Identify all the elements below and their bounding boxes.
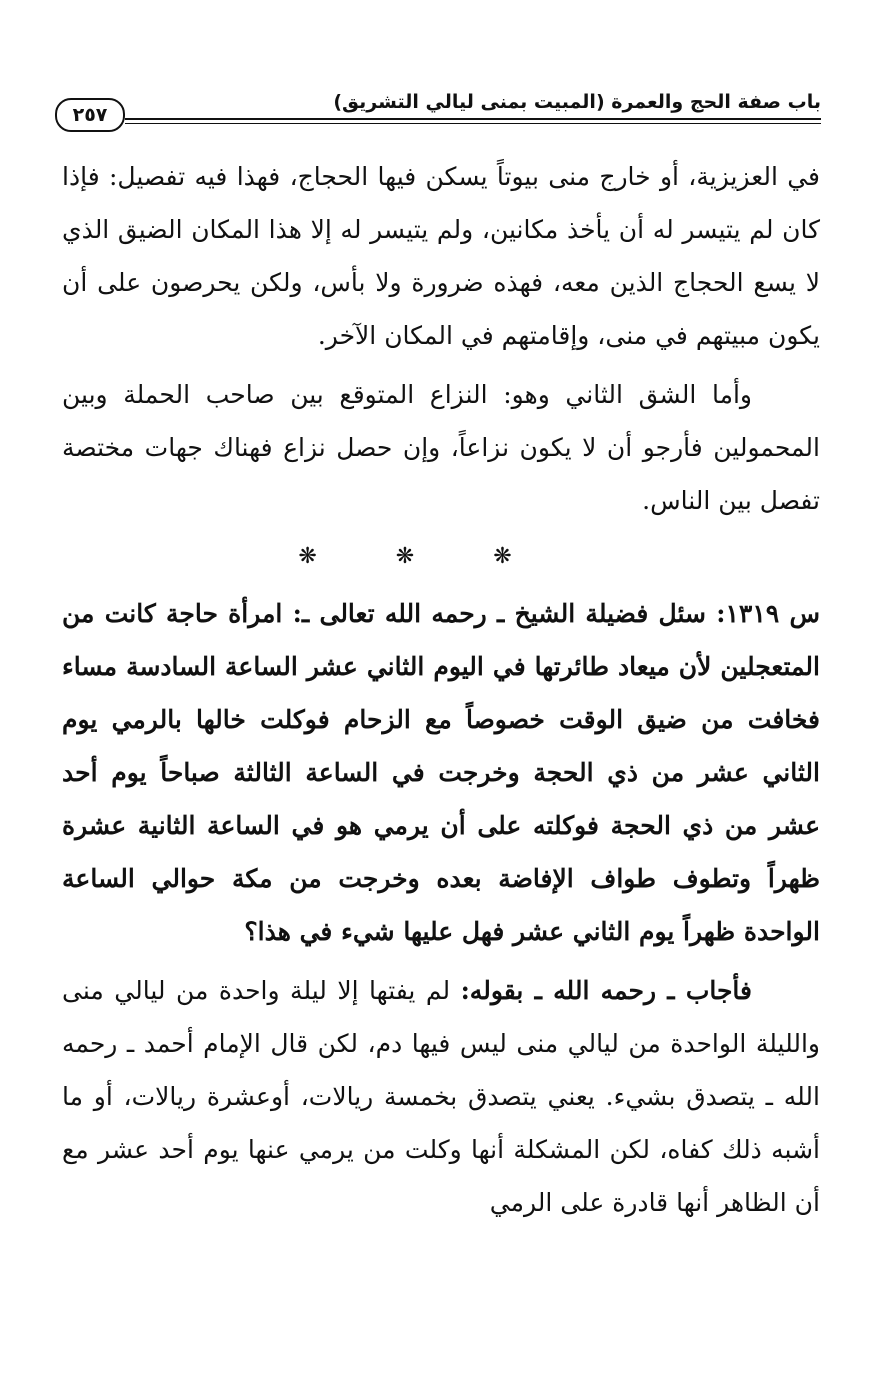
question-paragraph (62, 587, 820, 958)
running-header (55, 88, 821, 128)
page-number: ٢٥٧ (55, 98, 125, 132)
answer-text: لم يفتها إلا ليلة واحدة من ليالي منى والليلة الواحدة من ليالي منى ليس فيها دم، لكن قال الإمام أحمد ـ رحمه الله ـ يتصدق بشيء. يعني يتصدق بخمسة ريالات، أوعشرة ريالات، أو ما أشبه ذلك كفاه، لكن المشكلة أنها وكلت من يرمي عنها يوم أحد عشر مع أن الظاهر أنها قادرة على الرمي (62, 976, 820, 1217)
answer-label: فأجاب ـ رحمه الله ـ بقوله: (460, 976, 752, 1005)
question-text: امرأة حاجة كانت من المتعجلين لأن ميعاد طائرتها في اليوم الثاني عشر الساعة السادسة مساء فخافت من ضيق الوقت خصوصاً مع الزحام فوكلت خالها بالرمي يوم الثاني عشر من ذي الحجة وخرجت في الساعة الثالثة صباحاً يوم أحد عشر من ذي الحجة فوكلته على أن يرمي هو في الساعة الثانية عشرة ظهراً وتطوف طواف الإفاضة بعده وخرجت من مكة حوالي الساعة الواحدة ظهراً يوم الثاني عشر فهل عليها شيء في هذا؟ (62, 599, 820, 946)
section-separator: ❋ ❋ ❋ (298, 544, 548, 569)
header-rule (125, 118, 821, 120)
paragraph-2: وأما الشق الثاني وهو: النزاع المتوقع بين صاحب الحملة وبين المحمولين فأرجو أن لا يكون نزاعاً، وإن حصل نزاع فهناك جهات مختصة تفصل بين الناس. (62, 380, 820, 515)
answer-paragraph (62, 964, 820, 1229)
paragraph-1: في العزيزية، أو خارج منى بيوتاً يسكن فيها الحجاج، فهذا فيه تفصيل: فإذا كان لم يتيسر له أن يأخذ مكانين، ولم يتيسر له إلا هذا المكان الضيق الذي لا يسع الحجاج الذين معه، فهذه ضرورة ولا بأس، ولكن يحرصون على أن يكون مبيتهم في منى، وإقامتهم في المكان الآخر. (62, 162, 820, 350)
question-number: س ١٣١٩: (716, 599, 820, 628)
page-body (62, 150, 820, 1229)
chapter-title: باب صفة الحج والعمرة (المبيت بمنى ليالي التشريق) (333, 91, 821, 113)
header-rule-thin (125, 123, 821, 124)
question-intro: سئل فضيلة الشيخ ـ رحمه الله تعالى ـ: (292, 599, 706, 628)
